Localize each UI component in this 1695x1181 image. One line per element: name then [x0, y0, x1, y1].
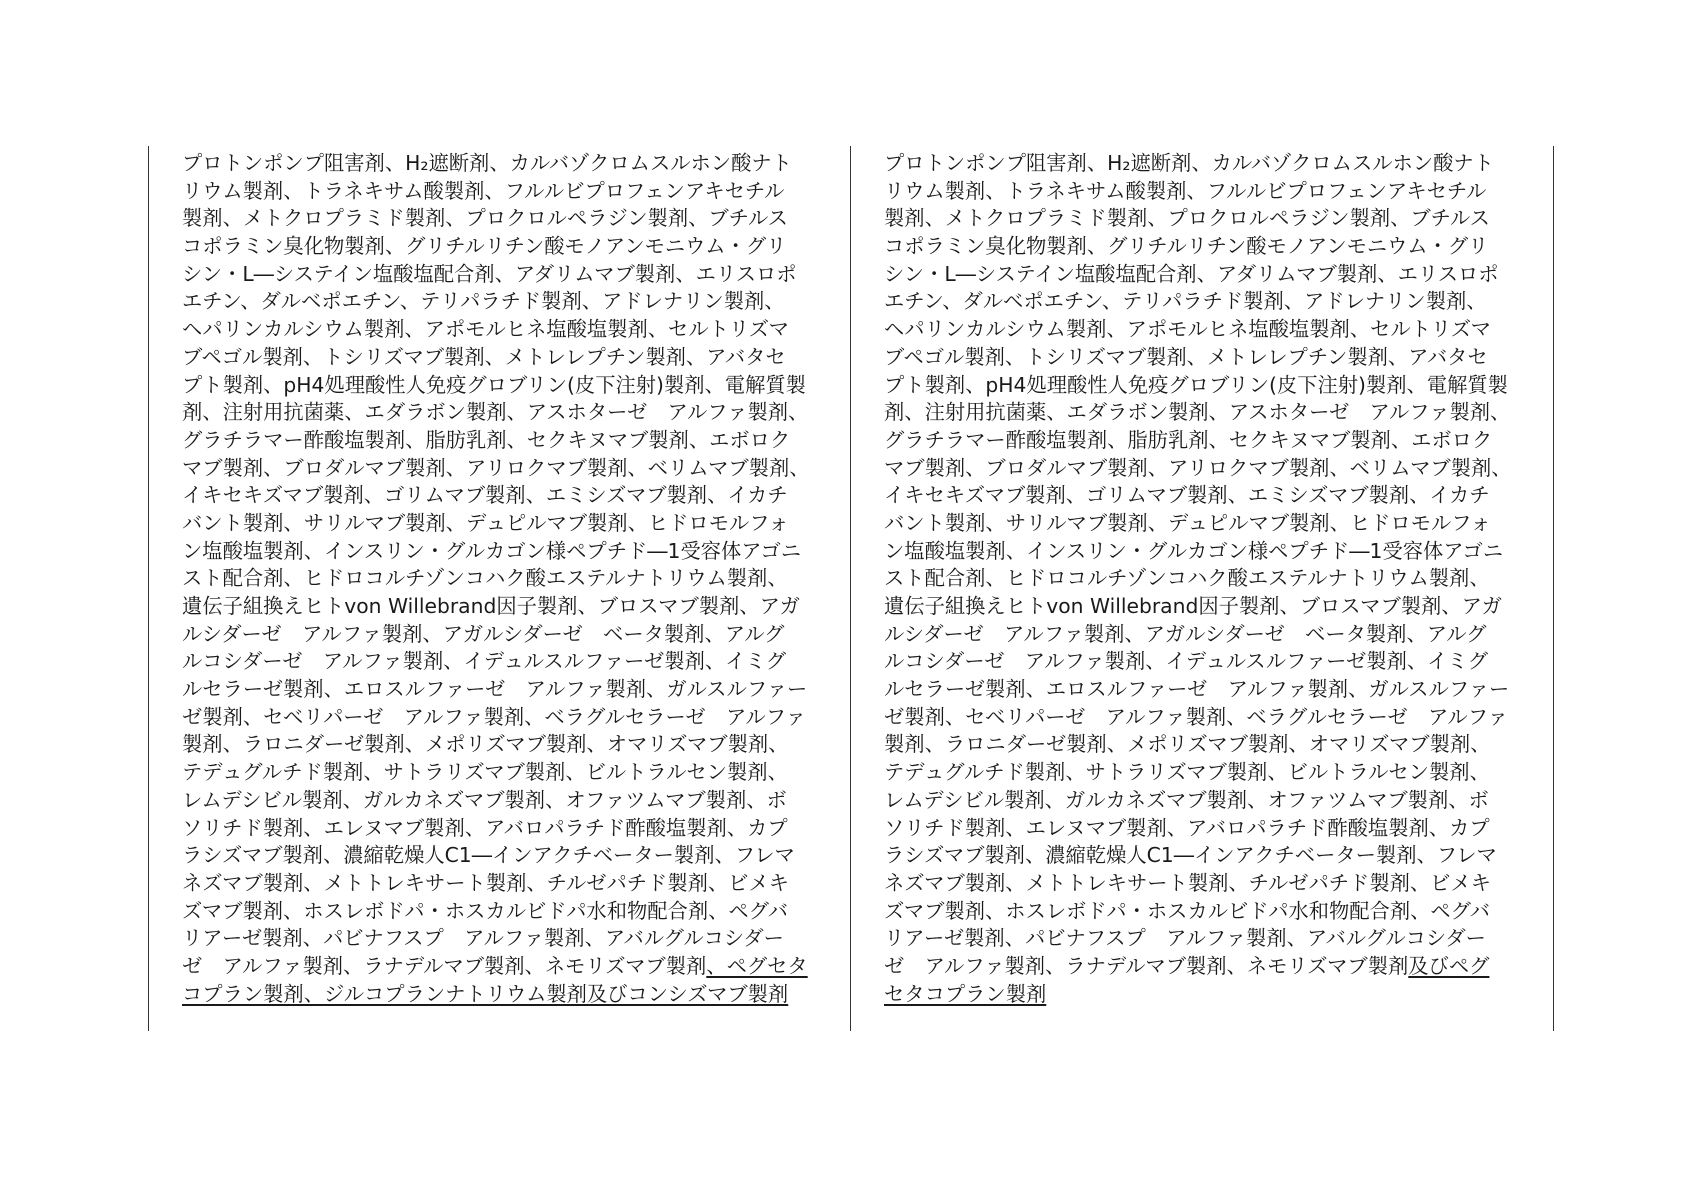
left-column-line: ン塩酸塩製剤、インスリン・グルカゴン様ペプチド―1受容体アゴニ — [182, 538, 802, 563]
right-column-line: シン・L―システイン塩酸塩配合剤、アダリムマブ製剤、エリスロポ — [884, 261, 1499, 286]
right-column-line: マブ製剤、ブロダルマブ製剤、アリロクマブ製剤、ベリムマブ製剤、 — [884, 455, 1512, 480]
left-column-line: シン・L―システイン塩酸塩配合剤、アダリムマブ製剤、エリスロポ — [182, 261, 797, 286]
left-column-line: ヘパリンカルシウム製剤、アポモルヒネ塩酸塩製剤、セルトリズマ — [182, 317, 789, 342]
right-column-line — [884, 953, 1534, 981]
right-column-line: ルセラーゼ製剤、エロスルファーゼ アルファ製剤、ガルスルファー — [884, 677, 1510, 702]
left-column-line: プロトンポンプ阻害剤、H₂遮断剤、カルバゾクロムスルホン酸ナト — [182, 151, 792, 175]
right-column-line: テデュグルチド製剤、サトラリズマブ製剤、ビルトラルセン製剤、 — [884, 760, 1490, 785]
left-column-line: ゼ製剤、セベリパーゼ アルファ製剤、ベラグルセラーゼ アルファ — [182, 704, 806, 729]
right-column-line: ルシダーゼ アルファ製剤、アガルシダーゼ ベータ製剤、アルグ — [884, 621, 1487, 646]
left-column-line: エチン、ダルベポエチン、テリパラチド製剤、アドレナリン製剤、 — [182, 289, 785, 314]
right-column-underlined-amendment: セタコプラン製剤 — [884, 981, 1047, 1006]
right-column-line: ズマブ製剤、ホスレボドパ・ホスカルビドパ水和物配合剤、ペグバ — [884, 898, 1491, 923]
right-column-line: プト製剤、pH4処理酸性人免疫グロブリン(皮下注射)製剤、電解質製 — [884, 372, 1508, 397]
right-column-line: ネズマブ製剤、メトトレキサート製剤、チルゼパチド製剤、ビメキ — [884, 870, 1492, 895]
right-column-line: ブペゴル製剤、トシリズマブ製剤、メトレレプチン製剤、アバタセ — [884, 344, 1488, 369]
right-column-line: レムデシビル製剤、ガルカネズマブ製剤、オファツムマブ製剤、ボ — [884, 787, 1489, 812]
right-column-line: プロトンポンプ阻害剤、H₂遮断剤、カルバゾクロムスルホン酸ナト — [884, 151, 1494, 175]
left-column-line: バント製剤、サリルマブ製剤、デュピルマブ製剤、ヒドロモルフォ — [182, 510, 789, 535]
right-column-line: 遺伝子組換えヒトvon Willebrand因子製剤、ブロスマブ製剤、アガ — [884, 594, 1502, 618]
right-column-line: グラチラマー酢酸塩製剤、脂肪乳剤、セクキヌマブ製剤、エボロク — [884, 427, 1493, 452]
left-column-line: ルコシダーゼ アルファ製剤、イデュルスルファーゼ製剤、イミグ — [182, 649, 786, 674]
left-column-line: ブペゴル製剤、トシリズマブ製剤、メトレレプチン製剤、アバタセ — [182, 344, 786, 369]
left-column-line: リウム製剤、トラネキサム酸製剤、フルルビプロフェンアキセチル — [182, 178, 785, 203]
left-column-line: 製剤、メトクロプラミド製剤、プロクロルペラジン製剤、ブチルス — [182, 206, 788, 231]
left-column-line: ズマブ製剤、ホスレボドパ・ホスカルビドパ水和物配合剤、ペグバ — [182, 898, 789, 923]
right-column-line: リアーゼ製剤、パビナフスプ アルファ製剤、アバルグルコシダー — [884, 926, 1486, 951]
right-column-line: ヘパリンカルシウム製剤、アポモルヒネ塩酸塩製剤、セルトリズマ — [884, 317, 1491, 342]
right-column-line: 製剤、メトクロプラミド製剤、プロクロルペラジン製剤、ブチルス — [884, 206, 1490, 231]
left-column-line: 製剤、ラロニダーゼ製剤、メポリズマブ製剤、オマリズマブ製剤、 — [182, 732, 789, 757]
right-column-line: ン塩酸塩製剤、インスリン・グルカゴン様ペプチド―1受容体アゴニ — [884, 538, 1504, 563]
left-column-line: ソリチド製剤、エレヌマブ製剤、アバロパラチド酢酸塩製剤、カプ — [182, 815, 788, 840]
right-column-line: リウム製剤、トラネキサム酸製剤、フルルビプロフェンアキセチル — [884, 178, 1487, 203]
right-column-line: ソリチド製剤、エレヌマブ製剤、アバロパラチド酢酸塩製剤、カプ — [884, 815, 1490, 840]
right-column-line: ルコシダーゼ アルファ製剤、イデュルスルファーゼ製剤、イミグ — [884, 649, 1488, 674]
left-column-text-run: ゼ アルファ製剤、ラナデルマブ製剤、ネモリズマブ製剤 — [182, 953, 707, 978]
left-column-line: イキセキズマブ製剤、ゴリムマブ製剤、エミシズマブ製剤、イカチ — [182, 483, 788, 508]
right-column-line: ゼ製剤、セベリパーゼ アルファ製剤、ベラグルセラーゼ アルファ — [884, 704, 1508, 729]
left-column-line: テデュグルチド製剤、サトラリズマブ製剤、ビルトラルセン製剤、 — [182, 760, 788, 785]
right-outer-border — [1553, 146, 1554, 1031]
left-column-line: ルシダーゼ アルファ製剤、アガルシダーゼ ベータ製剤、アルグ — [182, 621, 785, 646]
right-column-line: エチン、ダルベポエチン、テリパラチド製剤、アドレナリン製剤、 — [884, 289, 1487, 314]
right-column-line: ラシズマブ製剤、濃縮乾燥人C1―インアクチベーター製剤、フレマ — [884, 843, 1497, 868]
left-column-line — [182, 953, 832, 981]
left-outer-border — [148, 146, 149, 1031]
left-column-underlined-amendment: コプラン製剤、ジルコプランナトリウム製剤及びコンシズマブ製剤 — [182, 981, 789, 1006]
left-column-line — [182, 981, 832, 1009]
left-column-line: スト配合剤、ヒドロコルチゾンコハク酸エステルナトリウム製剤、 — [182, 566, 788, 591]
right-column-line — [884, 981, 1534, 1009]
left-column-line: レムデシビル製剤、ガルカネズマブ製剤、オファツムマブ製剤、ボ — [182, 787, 787, 812]
right-column-line: バント製剤、サリルマブ製剤、デュピルマブ製剤、ヒドロモルフォ — [884, 510, 1491, 535]
left-column-line: ネズマブ製剤、メトトレキサート製剤、チルゼパチド製剤、ビメキ — [182, 870, 790, 895]
left-column-underlined-amendment: 、ペグセタ — [706, 953, 808, 978]
left-column-line: プト製剤、pH4処理酸性人免疫グロブリン(皮下注射)製剤、電解質製 — [182, 372, 806, 397]
left-column-line: 遺伝子組換えヒトvon Willebrand因子製剤、ブロスマブ製剤、アガ — [182, 594, 800, 618]
left-column-line: マブ製剤、ブロダルマブ製剤、アリロクマブ製剤、ベリムマブ製剤、 — [182, 455, 810, 480]
left-column-text — [182, 150, 832, 1008]
right-column-line: イキセキズマブ製剤、ゴリムマブ製剤、エミシズマブ製剤、イカチ — [884, 483, 1490, 508]
left-column-line: リアーゼ製剤、パビナフスプ アルファ製剤、アバルグルコシダー — [182, 926, 784, 951]
right-column-line: コポラミン臭化物製剤、グリチルリチン酸モノアンモニウム・グリ — [884, 234, 1489, 259]
right-column-line: 製剤、ラロニダーゼ製剤、メポリズマブ製剤、オマリズマブ製剤、 — [884, 732, 1491, 757]
left-column-line: グラチラマー酢酸塩製剤、脂肪乳剤、セクキヌマブ製剤、エボロク — [182, 427, 791, 452]
right-column-line: スト配合剤、ヒドロコルチゾンコハク酸エステルナトリウム製剤、 — [884, 566, 1490, 591]
right-column-text-run: ゼ アルファ製剤、ラナデルマブ製剤、ネモリズマブ製剤 — [884, 953, 1409, 978]
center-divider — [850, 146, 851, 1031]
left-column-line: 剤、注射用抗菌薬、エダラボン製剤、アスホターゼ アルファ製剤、 — [182, 400, 809, 425]
left-column-line: ラシズマブ製剤、濃縮乾燥人C1―インアクチベーター製剤、フレマ — [182, 843, 795, 868]
left-column-line: ルセラーゼ製剤、エロスルファーゼ アルファ製剤、ガルスルファー — [182, 677, 808, 702]
right-column-underlined-amendment: 及びペグ — [1408, 953, 1490, 978]
right-column-line: 剤、注射用抗菌薬、エダラボン製剤、アスホターゼ アルファ製剤、 — [884, 400, 1511, 425]
left-column-line: コポラミン臭化物製剤、グリチルリチン酸モノアンモニウム・グリ — [182, 234, 787, 259]
right-column-text — [884, 150, 1534, 1008]
